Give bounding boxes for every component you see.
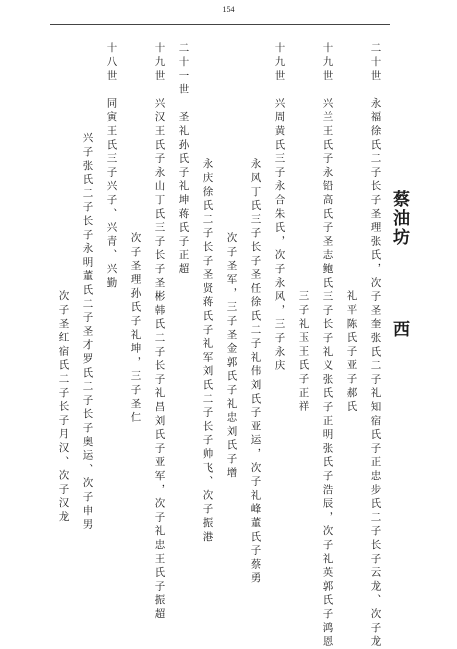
section-title: 蔡油坊 (389, 190, 409, 247)
genealogy-column: 次子圣红宿氏二子长子月汉、次子汉龙 (57, 290, 70, 525)
genealogy-column: 礼平陈氏子亚子郝氏 (345, 290, 358, 415)
genealogy-column: 次子圣理孙氏子礼坤，三子圣仁 (129, 232, 142, 426)
genealogy-column: 次子圣军，三子圣金郭氏子礼忠刘氏子增 (225, 232, 238, 481)
genealogy-column: 十九世 兴汉王氏子永山丁氏三子长子圣彬韩氏二子长子礼昌刘氏子亚军，次子礼忠王氏子振超 (153, 42, 166, 622)
section-subtitle: 西 (389, 320, 409, 337)
genealogy-column: 永庆徐氏二子长子圣贤蒋氏子礼军刘氏二子长子帅飞、次子振港 (201, 158, 214, 545)
page-number: 154 (222, 5, 235, 14)
genealogy-column: 十九世 兴周黄氏三子永合朱氏，次子永风，三子永庆 (273, 42, 286, 374)
genealogy-column: 十九世 兴兰王氏子永铅高氏子圣志鲍氏三子长子礼义张氏子正明张氏子浩辰，次子礼英郭氏子鸿恩 (321, 42, 334, 649)
genealogy-column: 十八世 同寅王氏三子兴子、兴青、兴勤 (105, 42, 118, 291)
genealogy-column: 兴子张氏二子长子永明董氏二子圣才罗氏二子长子奥运、次子申男 (81, 132, 94, 533)
genealogy-column: 永风丁氏三子长子圣任徐氏二子礼伟刘氏子亚运，次子礼峰董氏子蔡勇 (249, 158, 262, 586)
genealogy-column: 二十一世 圣礼孙氏子礼坤蒋氏子正超 (177, 42, 190, 277)
genealogy-column: 三子礼玉王氏子正祥 (297, 290, 310, 415)
genealogy-column: 二十世 永福徐氏二子长子圣理张氏，次子圣奎张氏二子礼知宿氏子正忠步氏二子长子云龙、次子龙 (369, 42, 382, 649)
header-rule (50, 24, 390, 25)
